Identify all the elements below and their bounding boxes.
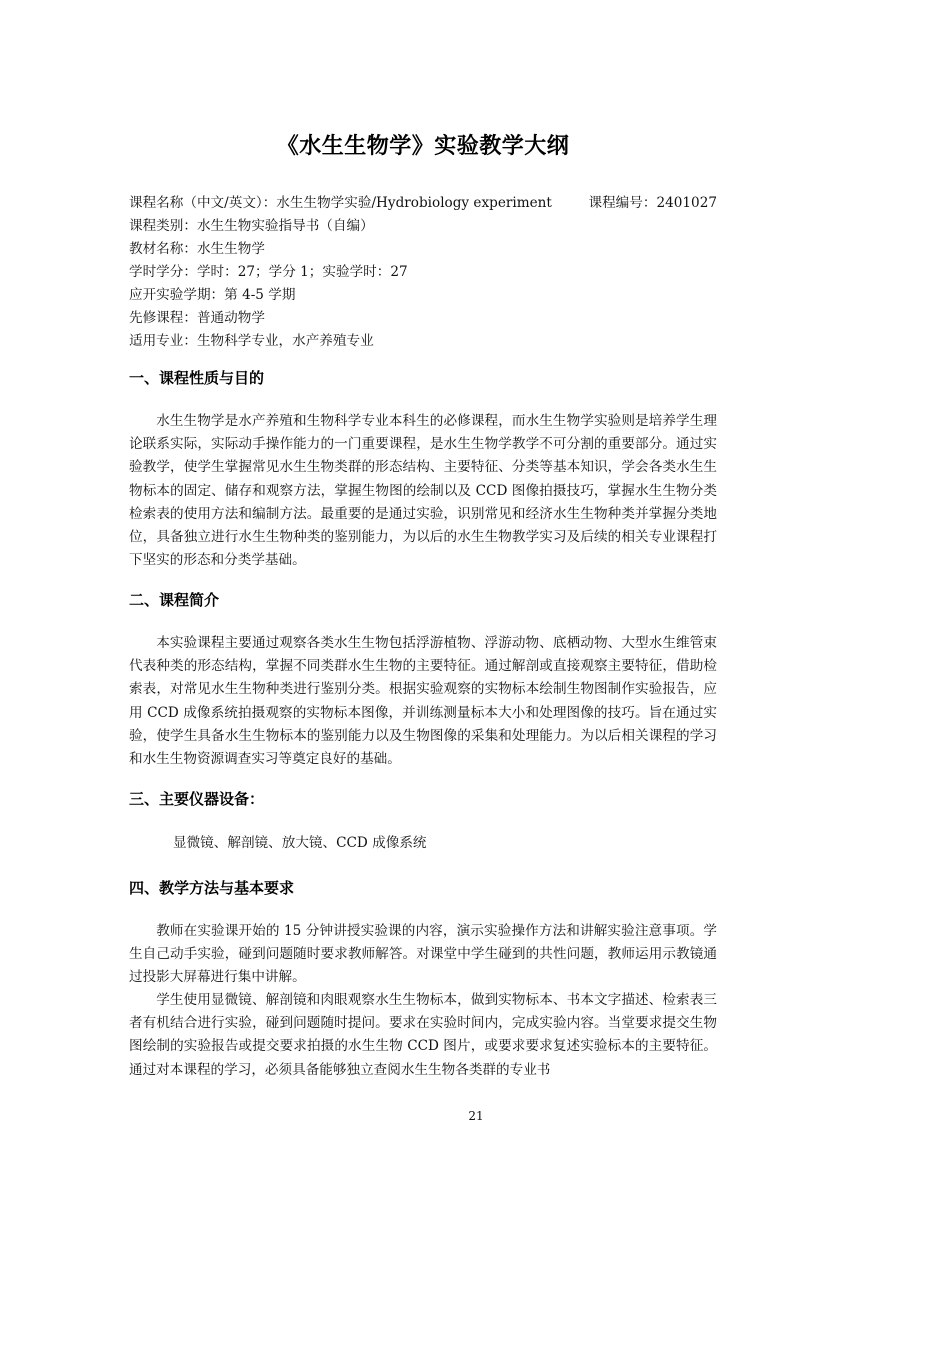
semester: 应开实验学期：第 4-5 学期 [129, 287, 296, 303]
course-name-line [129, 192, 717, 215]
section-paragraph-methods-1: 教师在实验课开始的 15 分钟讲授实验课的内容，演示实验操作方法和讲解实验注意事项。学生自己动手实验，碰到问题随时要求教师解答。对课堂中学生碰到的共性问题，教师运用示教镜通过投影大屏幕进行集中讲解。 [129, 923, 717, 986]
textbook: 教材名称：水生生物学 [129, 241, 265, 257]
course-name: 课程名称（中文/英文）：水生生物学实验/Hydrobiology experiment [129, 195, 552, 211]
section-paragraph-equipment: 显微镜、解剖镜、放大镜、CCD 成像系统 [173, 835, 427, 851]
course-info-block [129, 192, 717, 353]
section-heading-methods: 四、教学方法与基本要求 [129, 879, 295, 897]
document-title: 《水生生物学》实验教学大纲 [276, 134, 570, 159]
section-heading-equipment: 三、主要仪器设备： [129, 790, 265, 808]
majors: 适用专业：生物科学专业，水产养殖专业 [129, 333, 374, 349]
section-heading-intro: 二、课程简介 [129, 591, 220, 609]
course-code: 课程编号：2401027 [588, 195, 717, 211]
page-number: 21 [468, 1109, 484, 1123]
prerequisite: 先修课程：普通动物学 [129, 310, 265, 326]
section-paragraph-nature: 水生生物学是水产养殖和生物科学专业本科生的必修课程，而水生生物学实验则是培养学生理论联系实际，实际动手操作能力的一门重要课程，是水生生物学教学不可分割的重要部分。通过实验教学，使学生掌握常见水生生物类群的形态结构、主要特征、分类等基本知识，学会各类水生生物标本的固定、储存和观察方法，掌握生物图的绘制以及 CCD 图像拍摄技巧，掌握水生生物分类检索表的使用方法和编制方法。最重要的是通过实验，识别常见和经济水生生物种类并掌握分类地位，具备独立进行水生生物种类的鉴别能力，为以后的水生生物教学实习及后续的相关专业课程打下坚实的形态和分类学基础。 [129, 413, 717, 569]
section-paragraph-methods-2: 学生使用显微镜、解剖镜和肉眼观察水生生物标本，做到实物标本、书本文字描述、检索表三者有机结合进行实验，碰到问题随时提问。要求在实验时间内，完成实验内容。当堂要求提交生物图绘制的实验报告或提交要求拍摄的水生生物 CCD 图片，或要求要求复述实验标本的主要特征。通过对本课程的学习，必须具备能够独立查阅水生生物各类群的专业书 [129, 992, 717, 1078]
section-heading-nature: 一、课程性质与目的 [129, 369, 265, 387]
hours-credits: 学时学分：学时：27；学分 1；实验学时：27 [129, 264, 408, 280]
section-paragraph-intro: 本实验课程主要通过观察各类水生生物包括浮游植物、浮游动物、底栖动物、大型水生维管束代表种类的形态结构，掌握不同类群水生生物的主要特征。通过解剖或直接观察主要特征，借助检索表，对常见水生生物种类进行鉴别分类。根据实验观察的实物标本绘制生物图制作实验报告，应用 CCD 成像系统拍摄观察的实物标本图像，并训练测量标本大小和处理图像的技巧。旨在通过实验，使学生具备水生生物标本的鉴别能力以及生物图像的采集和处理能力。为以后相关课程的学习和水生生物资源调查实习等奠定良好的基础。 [129, 635, 717, 768]
course-type: 课程类别：水生生物实验指导书（自编） [129, 218, 374, 234]
